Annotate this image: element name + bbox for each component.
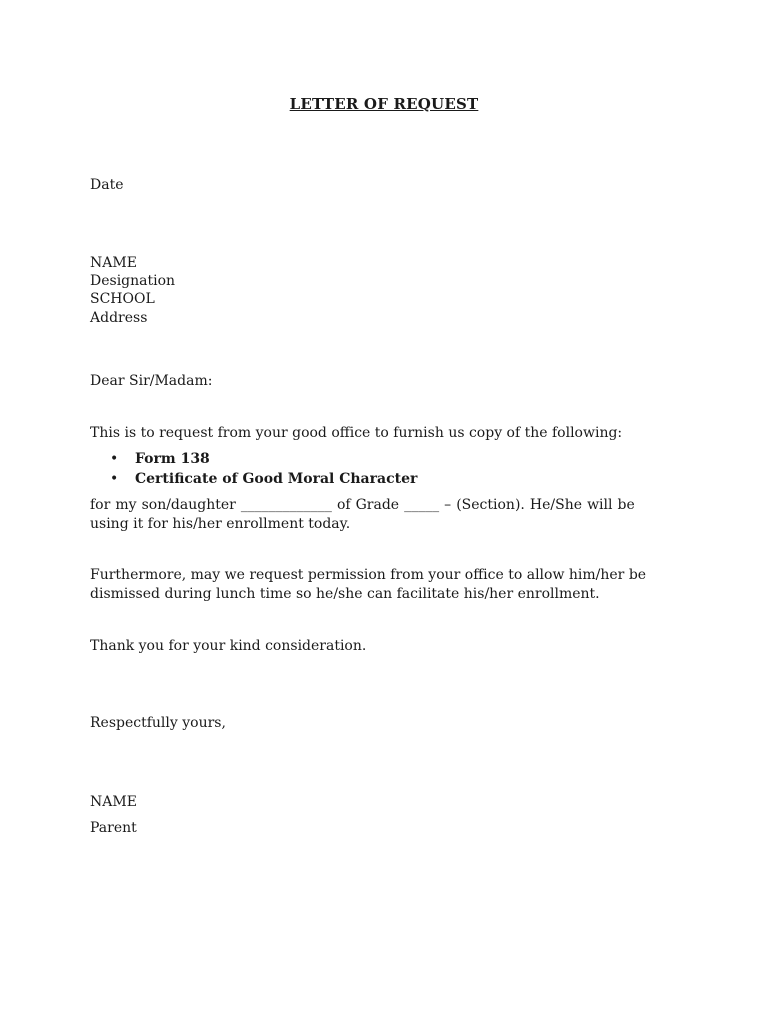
- recipient-school: SCHOOL: [90, 291, 155, 307]
- purpose-line-2: using it for his/her enrollment today.: [90, 516, 351, 532]
- recipient-designation: Designation: [90, 273, 176, 289]
- requested-item-good-moral: Certificate of Good Moral Character: [135, 471, 418, 487]
- bullet-icon: •: [110, 451, 119, 467]
- signatory-role: Parent: [90, 820, 137, 836]
- requested-item-form-138: Form 138: [135, 451, 210, 467]
- permission-line-1: Furthermore, may we request permission from your office to allow him/her be: [90, 567, 647, 583]
- intro-text: This is to request from your good office to furnish us copy of the following:: [90, 425, 623, 441]
- salutation: Dear Sir/Madam:: [90, 373, 213, 389]
- signatory-name: NAME: [90, 794, 137, 810]
- bullet-icon: •: [110, 471, 119, 487]
- recipient-address: Address: [90, 310, 148, 326]
- closing-text: Respectfully yours,: [90, 715, 226, 731]
- list-item: [90, 469, 417, 489]
- permission-line-2: dismissed during lunch time so he/she can facilitate his/her enrollment.: [90, 586, 600, 602]
- thanks-text: Thank you for your kind consideration.: [90, 638, 367, 654]
- recipient-name: NAME: [90, 255, 137, 271]
- list-item: [90, 449, 417, 469]
- requested-items-list: [90, 449, 417, 489]
- date-label: Date: [90, 177, 124, 193]
- page-title: LETTER OF REQUEST: [289, 95, 479, 113]
- purpose-line-1: for my son/daughter _____________ of Grade _____ – (Section). He/She will be: [90, 497, 635, 513]
